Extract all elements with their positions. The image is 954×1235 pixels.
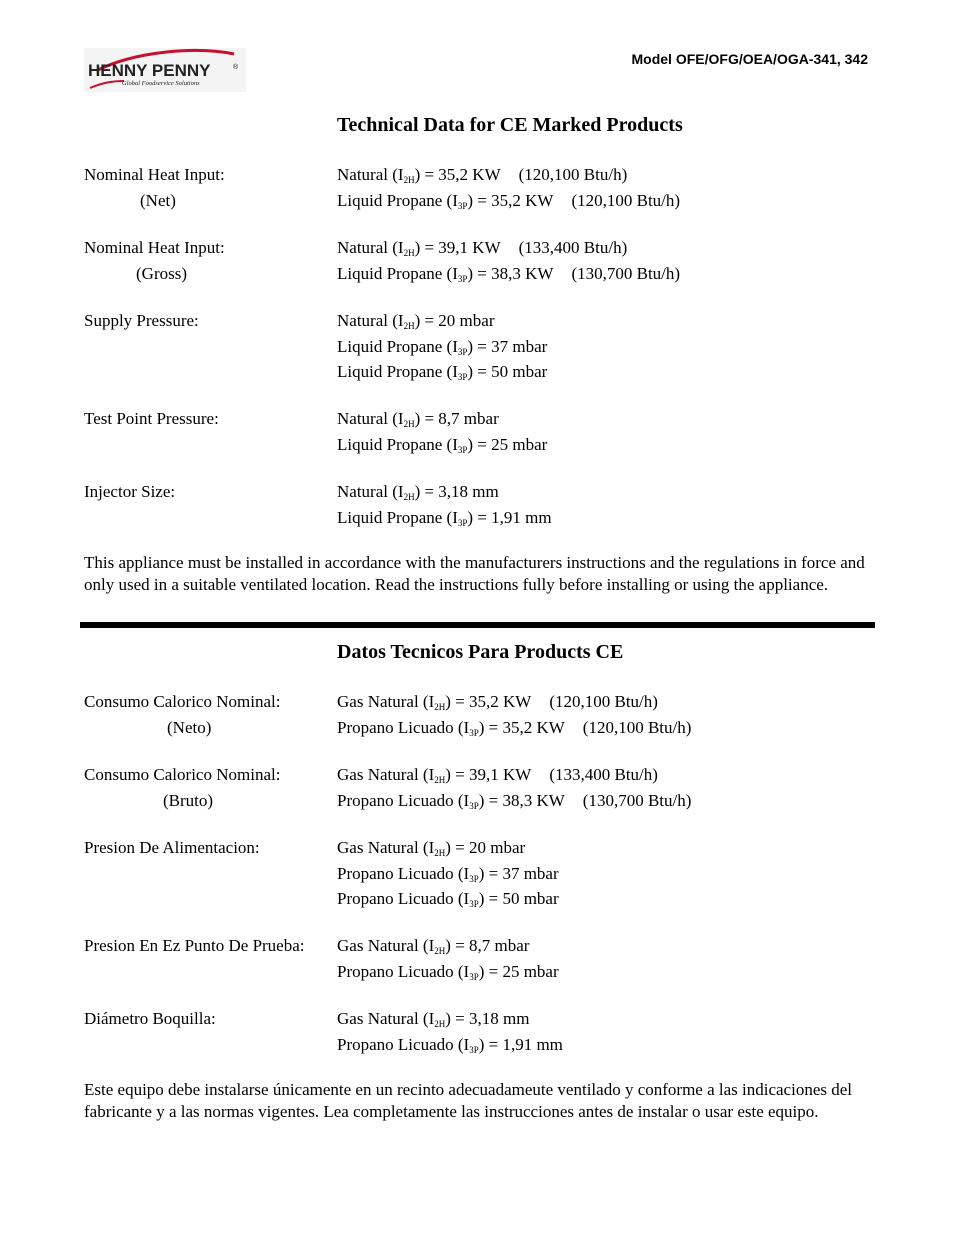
- value-line: Liquid Propane $(I_{3P}) = 38,3$ KW (130,700 Btu/h): [337, 263, 681, 284]
- es-heat-net-values: [337, 689, 691, 740]
- en-heat-gross-values: [337, 235, 680, 286]
- value-line: Propano Licuado $(I_{3P}) = 50$ mbar: [337, 889, 559, 909]
- value-line: Propano Licuado $(I_{3P}) = 37$ mbar: [337, 863, 559, 884]
- value-line: Natural $(I_{2H}) = 8,7$ mbar: [337, 409, 499, 429]
- value-line: Propano Licuado $(I_{3P}) = 1,91$ mm: [337, 1034, 563, 1055]
- es-heat-gross-sublabel: (Bruto): [163, 791, 214, 810]
- value-line: Gas Natural $(I_{2H}) = 39,1$ KW (133,400 Btu/h): [337, 765, 658, 785]
- en-test-label: Test Point Pressure:: [84, 409, 219, 428]
- value-line: Liquid Propane $(I_{3P}) = 35,2$ KW (120,100 Btu/h): [337, 190, 681, 211]
- english-title: Technical Data for CE Marked Products: [337, 114, 683, 136]
- es-heat-net-label: Consumo Calorico Nominal:: [84, 692, 281, 711]
- en-supply-values: [337, 308, 547, 385]
- es-test-values: [337, 933, 559, 984]
- value-line: Natural $(I_{2H}) = 3,18$ mm: [337, 482, 499, 502]
- value-line: Liquid Propane $(I_{3P}) = 25$ mbar: [337, 434, 548, 455]
- value-line: Gas Natural $(I_{2H}) = 20$ mbar: [337, 838, 526, 858]
- value-line: Gas Natural $(I_{2H}) = 3,18$ mm: [337, 1009, 530, 1029]
- value-line: Gas Natural $(I_{2H}) = 35,2$ KW (120,100 Btu/h): [337, 692, 658, 712]
- en-injector-values: [337, 479, 552, 530]
- es-supply-label: Presion De Alimentacion:: [84, 838, 260, 857]
- es-test-label: Presion En Ez Punto De Prueba:: [84, 936, 305, 955]
- value-line: Natural $(I_{2H}) = 39,1$ KW (133,400 Btu/h): [337, 238, 628, 258]
- spanish-title: Datos Tecnicos Para Products CE: [337, 641, 624, 663]
- en-injector-label: Injector Size:: [84, 482, 176, 501]
- en-heat-net-label: Nominal Heat Input:: [84, 165, 225, 184]
- value-line: Liquid Propane $(I_{3P}) = 37$ mbar: [337, 336, 548, 357]
- logo-tagline: Global Foodservice Solutions: [122, 80, 200, 87]
- es-injector-values: [337, 1006, 563, 1057]
- es-injector-label: Diámetro Boquilla:: [84, 1009, 216, 1028]
- en-notice: This appliance must be installed in accordance with the manufacturers instructions and the regulations in force and only used in a suitable ventilated location. Read the instructions fully before installing or using the appliance.: [84, 553, 865, 594]
- value-line: Propano Licuado $(I_{3P}) = 38,3$ KW (130,700 Btu/h): [337, 790, 692, 811]
- logo-registered-mark: ®: [233, 64, 239, 71]
- value-line: Propano Licuado $(I_{3P}) = 25$ mbar: [337, 961, 559, 982]
- en-test-values: [337, 406, 547, 457]
- value-line: Liquid Propane $(I_{3P}) = 1,91$ mm: [337, 507, 552, 528]
- value-line: Liquid Propane $(I_{3P}) = 50$ mbar: [337, 362, 548, 382]
- logo-wordmark: HENNY PENNY: [88, 61, 211, 80]
- value-line: Propano Licuado $(I_{3P}) = 35,2$ KW (120,100 Btu/h): [337, 717, 692, 738]
- es-heat-net-sublabel: (Neto): [167, 718, 212, 737]
- value-line: Gas Natural $(I_{2H}) = 8,7$ mbar: [337, 936, 530, 956]
- value-line: Natural $(I_{2H}) = 20$ mbar: [337, 311, 495, 331]
- en-heat-gross-sublabel: (Gross): [136, 264, 187, 283]
- section-divider: [80, 622, 875, 628]
- en-supply-label: Supply Pressure:: [84, 311, 199, 330]
- en-heat-gross-label: Nominal Heat Input:: [84, 238, 225, 257]
- henny-penny-logo: [84, 48, 246, 92]
- es-supply-values: [337, 835, 559, 912]
- es-heat-gross-values: [337, 762, 691, 813]
- es-heat-gross-label: Consumo Calorico Nominal:: [84, 765, 281, 784]
- es-notice: Este equipo debe instalarse únicamente en un recinto adecuadameute ventilado y conforme a las indicaciones del fabricante y a las normas vigentes. Lea completamente las instrucciones antes de instalar o usar este equipo.: [84, 1080, 852, 1121]
- en-heat-net-sublabel: (Net): [140, 191, 176, 210]
- value-line: Natural $(I_{2H}) = 35,2$ KW (120,100 Btu/h): [337, 165, 628, 185]
- en-heat-net-values: [337, 162, 680, 213]
- model-number: Model OFE/OFG/OEA/OGA-341, 342: [631, 51, 868, 67]
